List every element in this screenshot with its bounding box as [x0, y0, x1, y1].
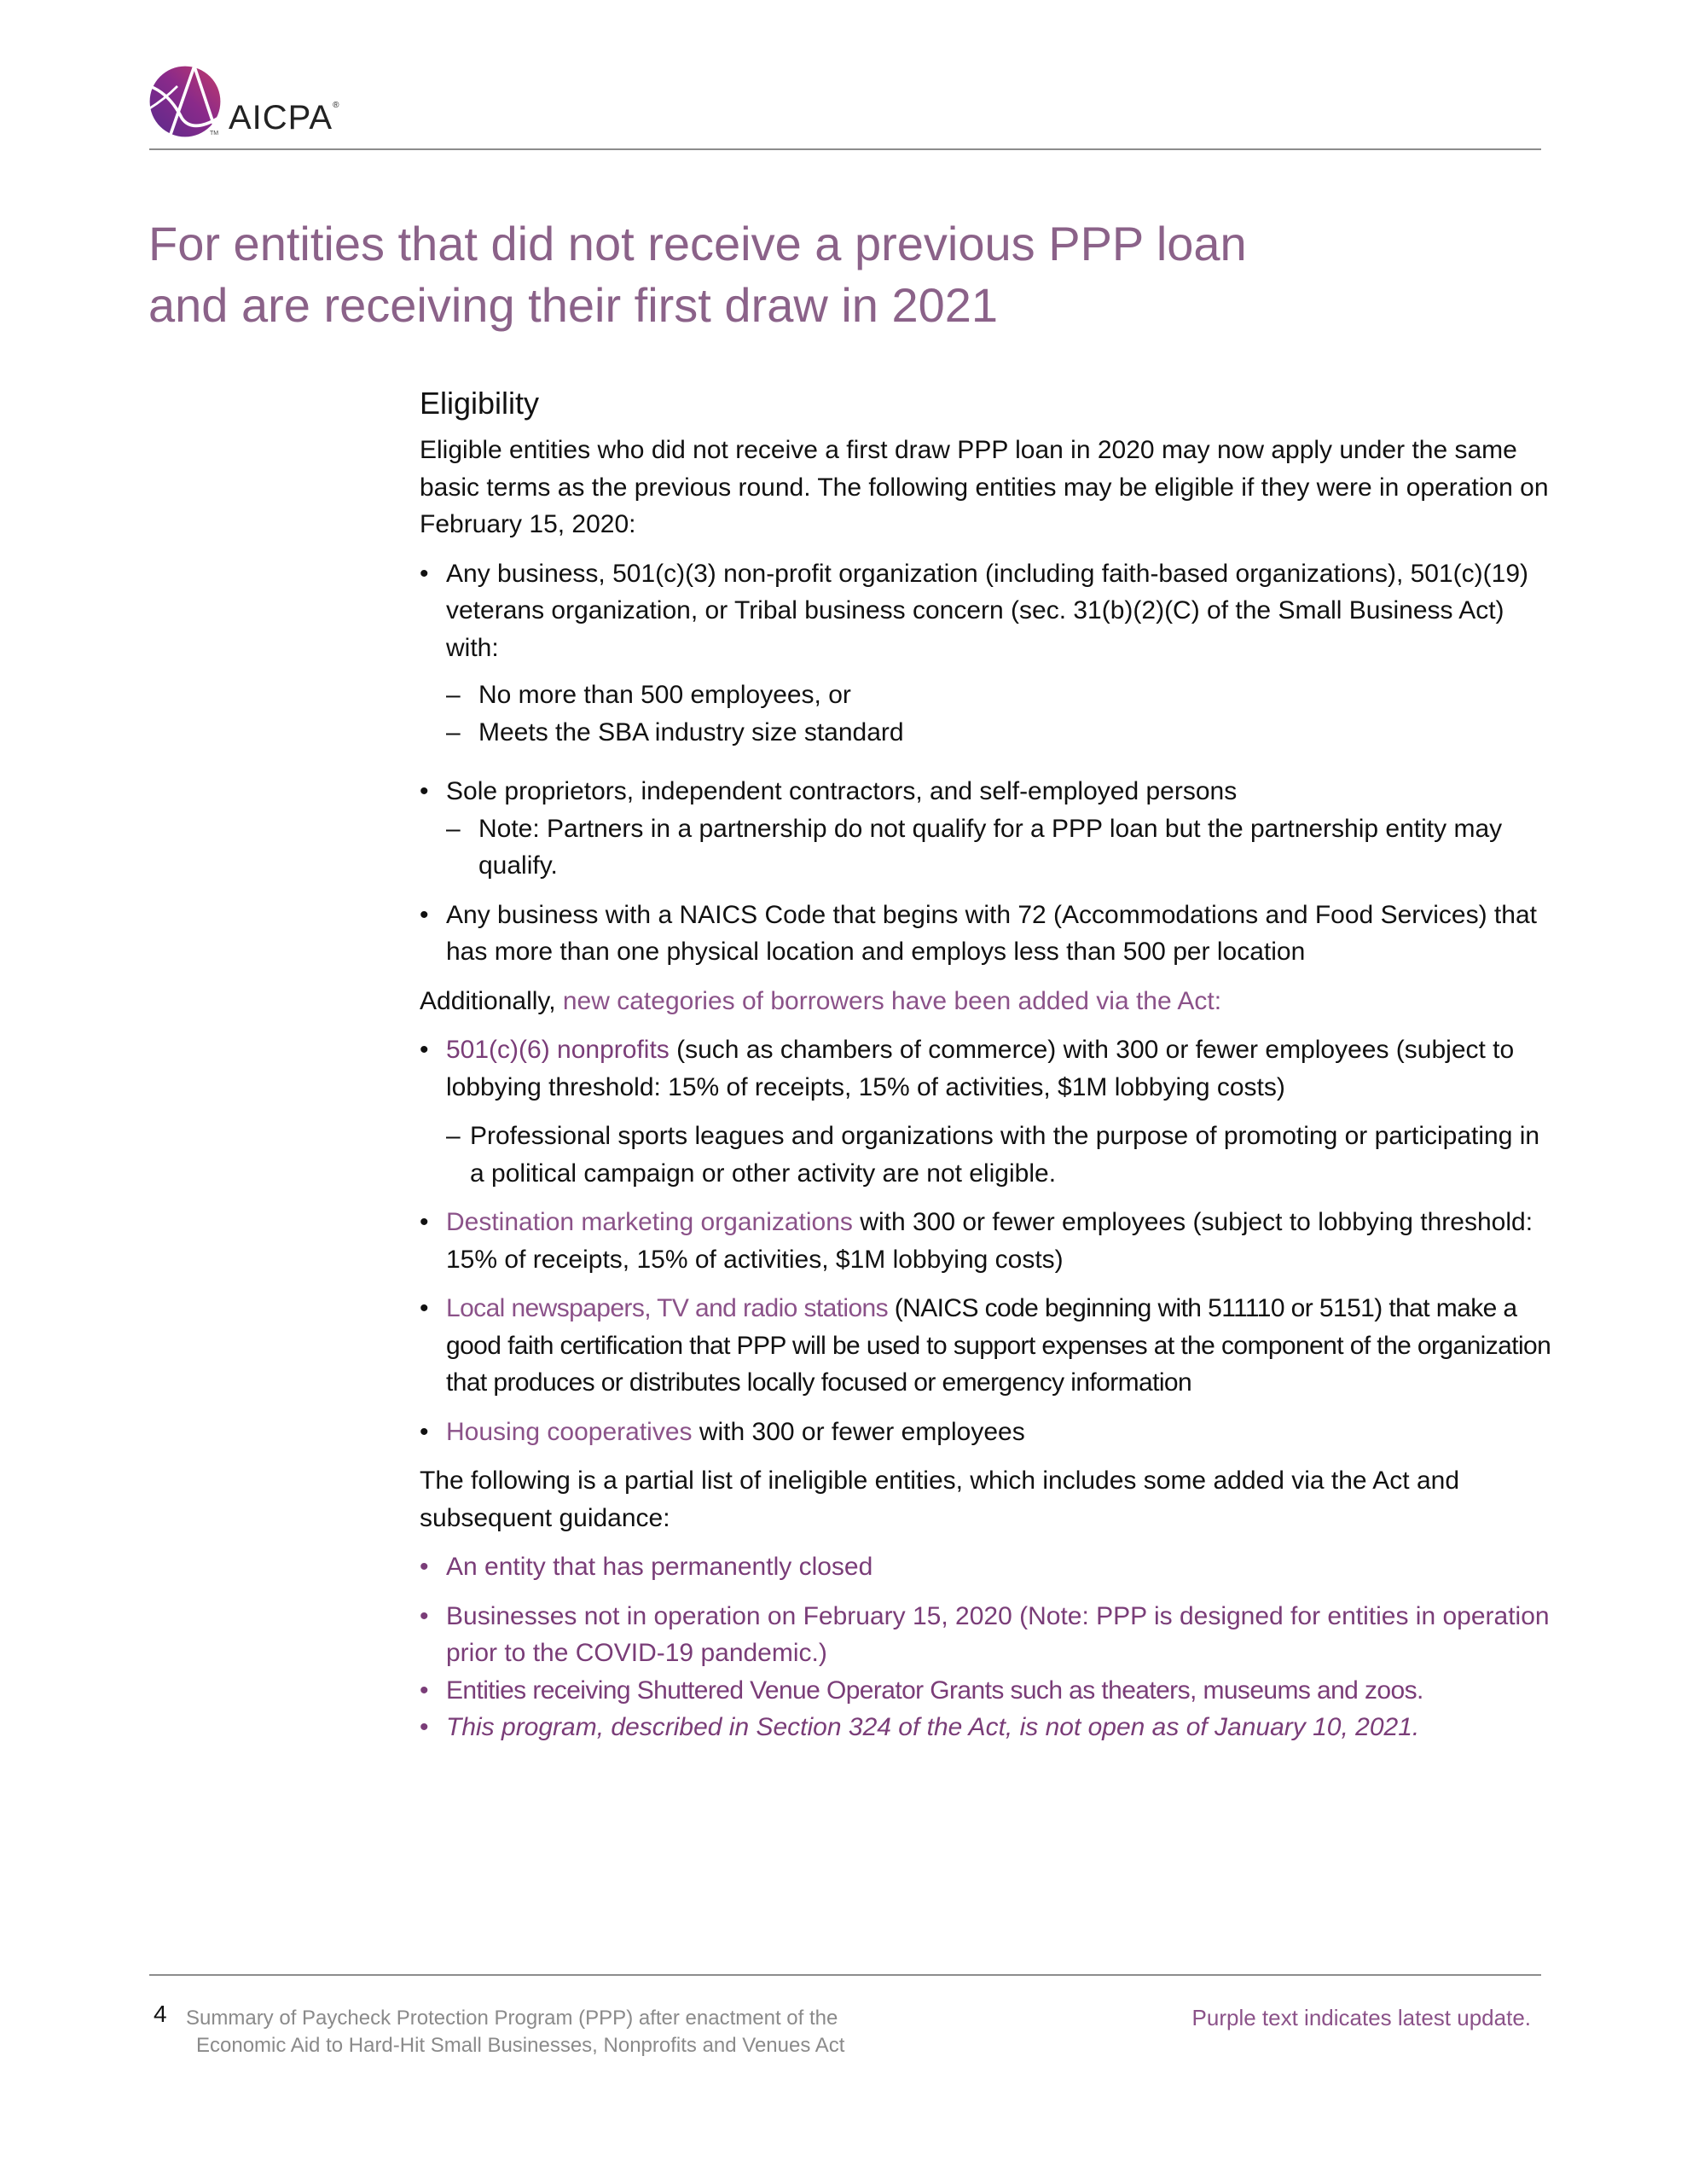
- list-item: [420, 773, 1554, 885]
- eligibility-section: [420, 382, 1554, 1746]
- update-highlight: new categories of borrowers have been added via the Act:: [562, 986, 1222, 1015]
- sub-list: [446, 810, 1554, 885]
- trademark-mark: TM: [210, 131, 219, 136]
- page-number: 4: [154, 2001, 167, 2027]
- registered-mark: ®: [333, 101, 340, 110]
- page-title: [148, 213, 1513, 336]
- list-item: • Businesses not in operation on February 15, 2020 (Note: PPP is designed for entities in operation prior to the COVID-19 pandemic.): [420, 1598, 1554, 1672]
- list-item-text: Sole proprietors, independent contractors, and self-employed persons: [446, 777, 1238, 805]
- category-detail: (such as chambers of commerce) with 300 or fewer employees (subject to lobbying threshold: 15% of receipts, 15% of activities, $1M lobbying costs): [446, 1036, 1515, 1101]
- sub-list-item: – Professional sports leagues and organizations with the purpose of promoting or participating in a political campaign or other activity are not eligible.: [446, 1118, 1554, 1192]
- category-highlight: Local newspapers, TV and radio stations: [446, 1294, 889, 1322]
- footer-divider: [149, 1974, 1541, 1976]
- sub-list-item: – Note: Partners in a partnership do not qualify for a PPP loan but the partnership entity may qualify.: [420, 810, 1554, 885]
- page-title-line-2: and are receiving their first draw in 2021: [148, 278, 999, 332]
- category-highlight: Destination marketing organizations: [446, 1208, 853, 1236]
- list-item: • Any business with a NAICS Code that begins with 72 (Accommodations and Food Services) that has more than one physical location and employs less than 500 per location: [420, 897, 1554, 971]
- brand-name: [229, 99, 339, 137]
- intro-paragraph: Eligible entities who did not receive a first draw PPP loan in 2020 may now apply under the same basic terms as the previous round. The following entities may be eligible if they were in operation on February 15, 2020:: [420, 436, 1549, 538]
- list-item-text: Any business, 501(c)(3) non-profit organization (including faith-based organizations), 501(c)(19) veterans organization, or Tribal business concern (sec. 31(b)(2)(C) of the Small Business Act) with:: [446, 559, 1528, 662]
- update-legend: Purple text indicates latest update.: [1191, 2005, 1531, 2030]
- list-item: • Entities receiving Shuttered Venue Operator Grants such as theaters, museums and zoos.: [420, 1672, 1554, 1710]
- footer-title-line-1: Summary of Paycheck Protection Program (PPP) after enactment of the: [186, 2007, 838, 2030]
- sub-list: [446, 677, 1554, 751]
- list-item: [420, 555, 1554, 752]
- aicpa-globe-logo-icon: [147, 63, 223, 140]
- category-detail: with 300 or fewer employees: [692, 1417, 1025, 1446]
- category-detail: with 300 or fewer employees (subject to lobbying threshold: 15% of receipts, 15% of activities, $1M lobbying costs): [446, 1208, 1533, 1274]
- sub-list: [446, 1118, 1554, 1192]
- brand-wordmark: AICPA: [229, 99, 333, 136]
- category-highlight: 501(c)(6) nonprofits: [446, 1036, 670, 1064]
- list-item: [420, 1031, 1554, 1192]
- category-detail: (NAICS code beginning with 511110 or 5151) that make a good faith certification that PPP will be used to support expenses at the component of the organization that produces or distributes locally focused or emergency information: [446, 1294, 1551, 1397]
- footer-title-line-2: Economic Aid to Hard-Hit Small Businesses, Nonprofits and Venues Act: [196, 2034, 845, 2057]
- sub-list-item: – Meets the SBA industry size standard: [420, 714, 1554, 752]
- eligible-entities-list: [420, 555, 1554, 971]
- section-heading: Eligibility: [420, 386, 540, 421]
- additionally-prefix: Additionally,: [420, 986, 563, 1015]
- ineligible-note: • This program, described in Section 324 of the Act, is not open as of January 10, 2021.: [393, 1709, 1554, 1746]
- ineligible-list: [420, 1548, 1554, 1746]
- additionally-paragraph: [420, 983, 1554, 1020]
- list-item: • An entity that has permanently closed: [420, 1548, 1554, 1586]
- list-item: [420, 1204, 1554, 1278]
- new-categories-list: [420, 1031, 1554, 1450]
- ineligible-intro: The following is a partial list of ineligible entities, which includes some added via the Act and subsequent guidance:: [420, 1467, 1460, 1532]
- footer-document-title: [186, 2005, 844, 2059]
- list-item: [420, 1290, 1554, 1402]
- page-title-line-1: For entities that did not receive a previous PPP loan: [148, 217, 1247, 270]
- sub-list-item: – No more than 500 employees, or: [420, 677, 1554, 714]
- category-highlight: Housing cooperatives: [446, 1417, 693, 1446]
- list-item: [420, 1414, 1554, 1451]
- header-divider: [149, 148, 1541, 150]
